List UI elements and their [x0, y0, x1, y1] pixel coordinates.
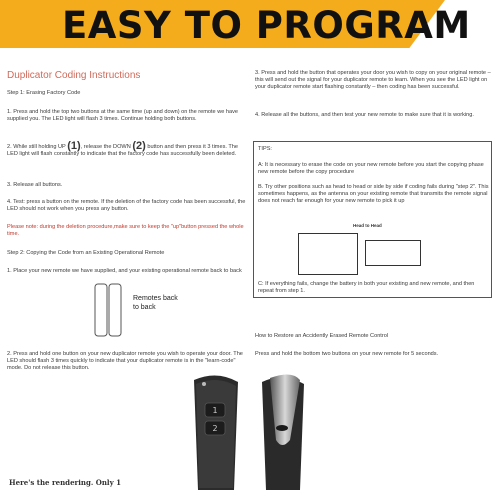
svg-text:1: 1 [212, 406, 218, 415]
step1-paragraph-4: 4. Test: press a button on the remote. If the deletion of the factory code has been successful, the LED should not work when you press any button. [7, 199, 246, 213]
step1-paragraph-2 [7, 140, 247, 158]
step2-paragraph-1: 1. Place your new remote we have supplied, and your existing operational remote back to back [7, 268, 242, 274]
remote-photo [182, 370, 322, 495]
instructions-heading: Duplicator Coding Instructions [7, 70, 141, 81]
p2-part-a: 2. While still holding UP [7, 144, 66, 150]
step2-title: Step 2: Copying the Code from an Existing Operational Remote [7, 250, 165, 256]
remotes-back-to-back-label: Remotes back to back [133, 295, 178, 311]
step2-paragraph-3: 3. Press and hold the button that operates your door you wish to copy on your original remote – this will send out the signal for your duplicator remote to learn. When you see the LED light on your duplicator remote start flashing constantly – then coding has been successful. [255, 70, 491, 91]
tip-a: A: It is necessary to erase the code on your new remote before you start the copying phase new remote before the copy procedure [258, 162, 484, 176]
p2-part-b: , release the DOWN [80, 144, 131, 150]
head-to-head-remote-left [298, 233, 358, 275]
banner-title: EASY TO PROGRAM [62, 4, 471, 47]
head-to-head-remote-right [365, 240, 421, 266]
restore-text: Press and hold the bottom two buttons on your new remote for 5 seconds. [255, 351, 439, 357]
tip-b: B. Try other positions such as head to head or side by side if coding fails during "step 2". This sometimes happens, as the antenna on your existing remote that transmits the remote signal does not reach far enough for your new remote to pick it up [258, 184, 489, 205]
head-to-head-label: Head to Head [353, 223, 382, 228]
restore-title: How to Restore an Accidently Erased Remote Control [255, 333, 389, 339]
down-button-number: (2) [132, 140, 146, 152]
up-button-number: (1) [67, 140, 81, 152]
svg-text:2: 2 [212, 424, 218, 433]
tip-c: C: If everything fails, change the battery in both your existing and new remote, and then repeat from step 1. [258, 281, 475, 295]
p2-part-c: button and then press it 3 times. The LED light will flash constantly to indicate that the factory code has successfully been deleted. [7, 144, 239, 158]
rendering-caption: Here's the rendering. Only 1 [9, 478, 121, 487]
step2-paragraph-2: 2. Press and hold one button on your new duplicator remote you wish to operate your door. The LED should flash 3 times quickly to indicate that your duplicator remote is in the "learn-code" mode. Do not release this button. [7, 351, 243, 372]
deletion-note: Please note: during the deletion procedure,make sure to keep the "up"button pressed the whole time. [7, 224, 244, 238]
step1-paragraph-3: 3. Release all buttons. [7, 182, 63, 188]
step1-paragraph-1: 1. Press and hold the top two buttons at the same time (up and down) on the remote we have supplied you. The LED light will flash 3 times. Continue holding both buttons. [7, 109, 239, 123]
step2-paragraph-4: 4. Release all the buttons, and then test your new remote to make sure that it is working. [255, 112, 474, 118]
tips-title: TIPS: [258, 146, 272, 152]
step1-title: Step 1: Erasing Factory Code [7, 90, 81, 96]
back-to-back-diagram [85, 282, 155, 342]
